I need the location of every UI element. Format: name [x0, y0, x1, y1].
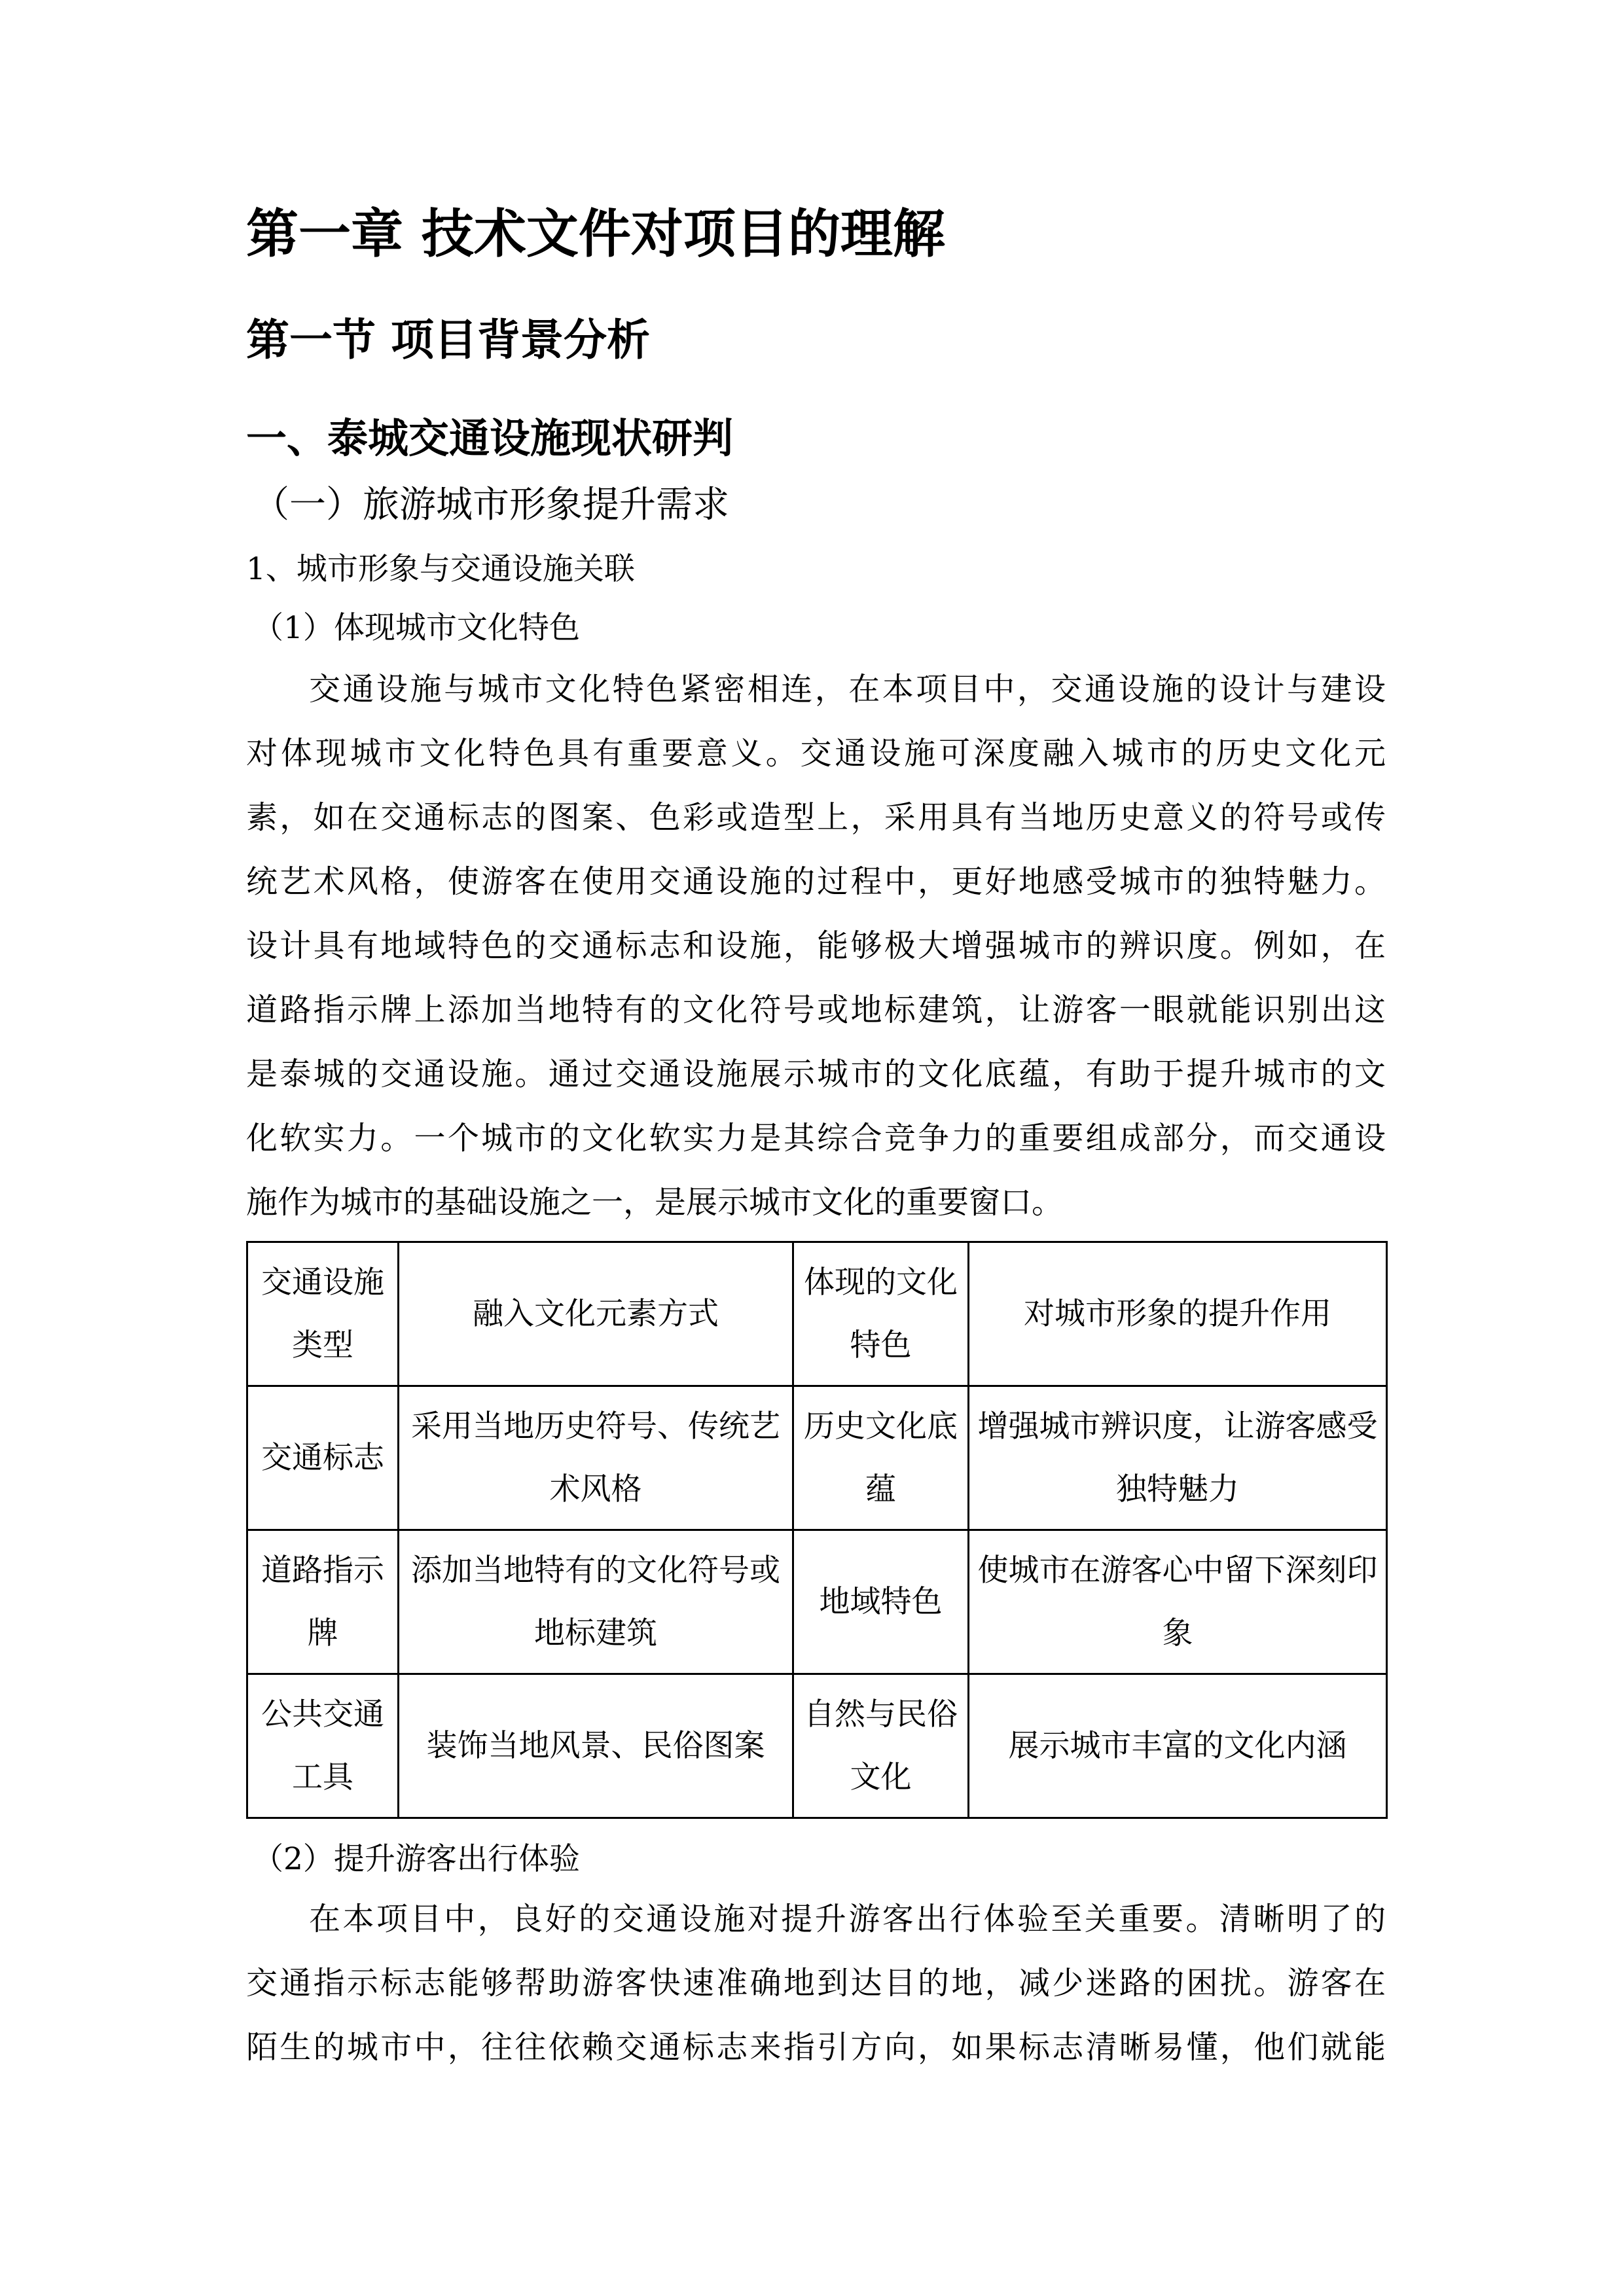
chapter-title: 第一章 技术文件对项目的理解 [246, 204, 945, 264]
table-cell: 装饰当地风景、民俗图案 [399, 1674, 793, 1818]
paragraph-line: 是泰城的交通设施。通过交通设施展示城市的文化底蕴，有助于提升城市的文 [246, 1056, 1386, 1092]
paragraph-2 [246, 1887, 1386, 2079]
paragraph-1 [246, 657, 1386, 1234]
table-cell: 采用当地历史符号、传统艺术风格 [399, 1386, 793, 1530]
paragraph-line: 在本项目中，良好的交通设施对提升游客出行体验至关重要。清晰明了的 [309, 1901, 1386, 1937]
paragraph-line: 道路指示牌上添加当地特有的文化符号或地标建筑，让游客一眼就能识别出这 [246, 992, 1386, 1028]
item-title: （一）旅游城市形象提升需求 [253, 484, 729, 526]
document-page [246, 202, 1386, 2079]
table-cell: 添加当地特有的文化符号或地标建筑 [399, 1530, 793, 1674]
table-cell: 增强城市辨识度，让游客感受独特魅力 [969, 1386, 1387, 1530]
sub-heading-1: （1）体现城市文化特色 [253, 610, 580, 646]
section-title: 第一节 项目背景分析 [246, 315, 650, 365]
table-cell: 地域特色 [793, 1530, 969, 1674]
header-cell: 体现的文化特色 [793, 1242, 969, 1386]
table-cell: 使城市在游客心中留下深刻印象 [969, 1530, 1387, 1674]
table-cell: 交通标志 [247, 1386, 399, 1530]
table-cell: 历史文化底蕴 [793, 1386, 969, 1530]
paragraph-line: 陌生的城市中，往往依赖交通标志来指引方向，如果标志清晰易懂，他们就能 [246, 2029, 1386, 2066]
table-header-row [247, 1242, 1387, 1386]
paragraph-line: 设计具有地域特色的交通标志和设施，能够极大增强城市的辨识度。例如，在 [246, 927, 1386, 964]
header-cell: 对城市形象的提升作用 [969, 1242, 1387, 1386]
table-cell: 公共交通工具 [247, 1674, 399, 1818]
table-row [247, 1386, 1387, 1530]
point-title: 1、城市形象与交通设施关联 [246, 551, 635, 587]
header-cell: 融入文化元素方式 [399, 1242, 793, 1386]
culture-table [246, 1241, 1388, 1819]
paragraph-line: 对体现城市文化特色具有重要意义。交通设施可深度融入城市的历史文化元 [246, 735, 1386, 772]
paragraph-line: 素，如在交通标志的图案、色彩或造型上，采用具有当地历史意义的符号或传 [246, 799, 1386, 836]
paragraph-line: 化软实力。一个城市的文化软实力是其综合竞争力的重要组成部分，而交通设 [246, 1120, 1386, 1157]
sub-heading-2: （2）提升游客出行体验 [253, 1841, 580, 1877]
paragraph-line: 交通设施与城市文化特色紧密相连，在本项目中，交通设施的设计与建设 [309, 671, 1386, 708]
table-cell: 自然与民俗文化 [793, 1674, 969, 1818]
paragraph-line: 统艺术风格，使游客在使用交通设施的过程中，更好地感受城市的独特魅力。 [246, 863, 1386, 900]
subsection-title: 一、泰城交通设施现状研判 [246, 414, 734, 462]
table-cell: 道路指示牌 [247, 1530, 399, 1674]
table-row [247, 1674, 1387, 1818]
paragraph-line: 交通指示标志能够帮助游客快速准确地到达目的地，减少迷路的困扰。游客在 [246, 1965, 1386, 2001]
header-cell: 交通设施类型 [247, 1242, 399, 1386]
paragraph-line: 施作为城市的基础设施之一，是展示城市文化的重要窗口。 [246, 1184, 1064, 1221]
table-row [247, 1530, 1387, 1674]
table-cell: 展示城市丰富的文化内涵 [969, 1674, 1387, 1818]
